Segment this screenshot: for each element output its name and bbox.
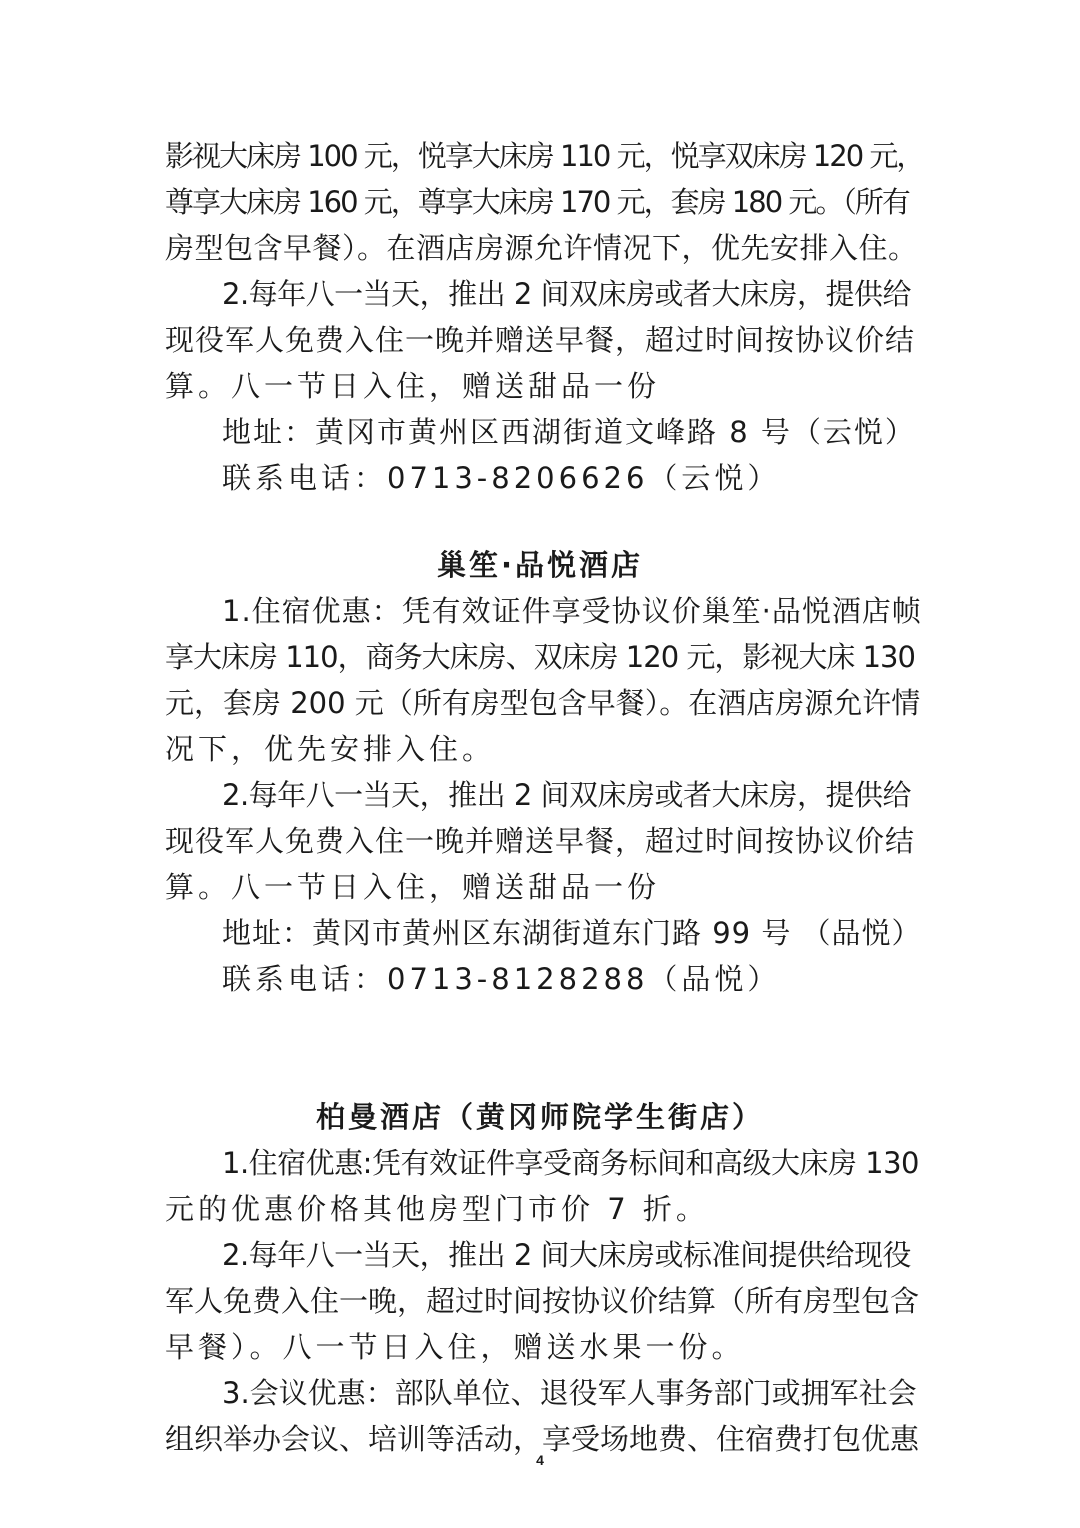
text-line: 元，套房 200 元（所有房型包含早餐）。在酒店房源允许情 [165, 686, 921, 720]
text-line: 现役军人免费入住一晚并赠送早餐，超过时间按协议价结 [165, 323, 916, 357]
phone-line: 联系电话：0713-8206626（云悦） [222, 461, 781, 495]
address-line: 地址：黄冈市黄州区西湖街道文峰路 8 号（云悦） [222, 415, 916, 449]
text-line: 军人免费入住一晚，超过时间按协议价结算（所有房型包含 [165, 1284, 920, 1318]
text-line: 影视大床房 100 元，悦享大床房 110 元，悦享双床房 120 元， [165, 139, 924, 173]
hotel-heading: 柏曼酒店（黄冈师院学生街店） [315, 1100, 764, 1134]
text-line: 2.每年八一当天，推出 2 间大床房或标准间提供给现役 [222, 1238, 912, 1272]
text-line: 现役军人免费入住一晚并赠送早餐，超过时间按协议价结 [165, 824, 916, 858]
page-number: 4 [536, 1452, 544, 1468]
text-line: 1.住宿优惠：凭有效证件享受协议价巢笙·品悦酒店帧 [222, 594, 922, 628]
text-line: 尊享大床房 160 元，尊享大床房 170 元，套房 180 元。（所有 [165, 185, 909, 219]
text-line: 房型包含早餐）。在酒店房源允许情况下，优先安排入住。 [165, 231, 918, 265]
address-line: 地址：黄冈市黄州区东湖街道东门路 99 号 （品悦） [222, 916, 922, 950]
phone-line: 联系电话：0713-8128288（品悦） [222, 962, 781, 996]
text-line: 2.每年八一当天，推出 2 间双床房或者大床房，提供给 [222, 778, 912, 812]
text-line: 3.会议优惠：部队单位、退役军人事务部门或拥军社会 [222, 1376, 917, 1410]
hotel-heading: 巢笙·品悦酒店 [436, 548, 644, 582]
text-line: 况下，优先安排入住。 [165, 732, 496, 766]
text-line: 享大床房 110，商务大床房、双床房 120 元，影视大床 130 [165, 640, 915, 674]
text-line: 早餐）。八一节日入住，赠送水果一份。 [165, 1330, 745, 1364]
text-line: 2.每年八一当天，推出 2 间双床房或者大床房，提供给 [222, 277, 912, 311]
text-line: 元的优惠价格其他房型门市价 7 折。 [165, 1192, 709, 1226]
text-line: 1.住宿优惠:凭有效证件享受商务标间和高级大床房 130 [222, 1146, 920, 1180]
text-line: 算。八一节日入住，赠送甜品一份 [165, 870, 661, 904]
text-line: 算。八一节日入住，赠送甜品一份 [165, 369, 661, 403]
text-line: 组织举办会议、培训等活动，享受场地费、住宿费打包优惠 [165, 1422, 920, 1456]
